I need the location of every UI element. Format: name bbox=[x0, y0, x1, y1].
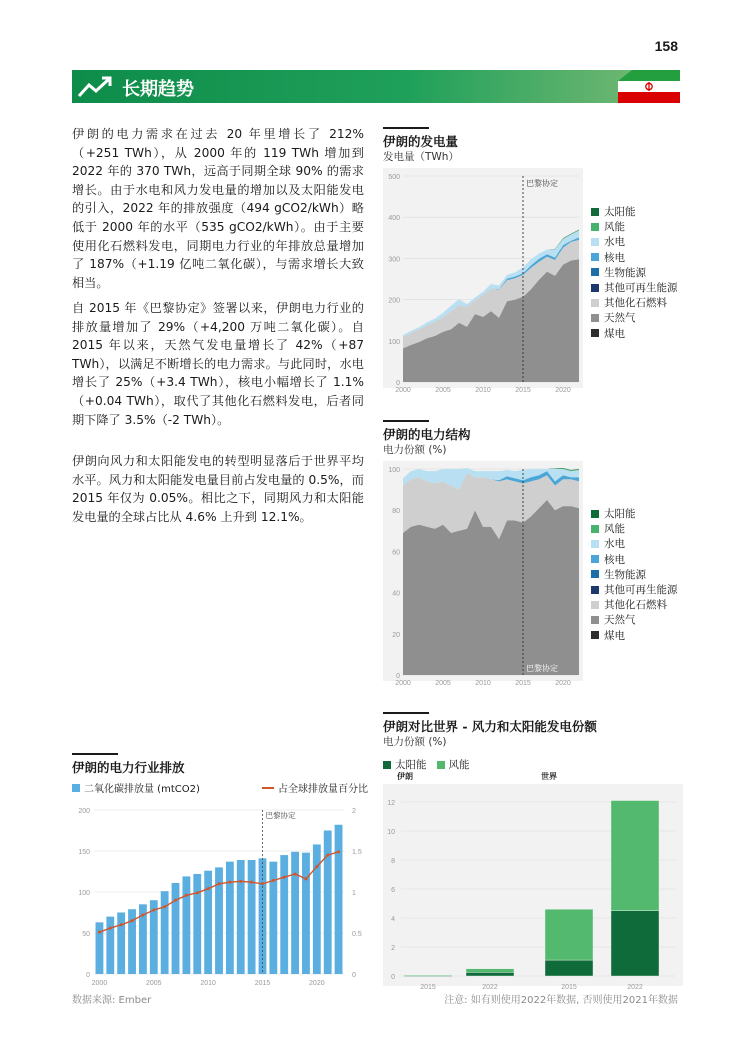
y-tick-label: 300 bbox=[388, 256, 400, 264]
legend-item bbox=[591, 295, 678, 310]
y-tick-label: 100 bbox=[388, 467, 400, 474]
share-point bbox=[261, 882, 264, 885]
legend-swatch bbox=[591, 510, 599, 518]
share-point bbox=[163, 905, 166, 908]
legend-swatch bbox=[591, 631, 599, 639]
x-tick-label: 2005 bbox=[435, 387, 451, 394]
legend-label: 太阳能 bbox=[604, 508, 636, 521]
emissions-bar bbox=[117, 913, 125, 975]
emissions-bar bbox=[193, 874, 201, 974]
legend-item bbox=[591, 521, 678, 536]
y-tick-label: 100 bbox=[388, 338, 400, 346]
share-point bbox=[315, 865, 318, 868]
emissions-bar bbox=[302, 853, 310, 974]
y-tick-label: 0 bbox=[396, 673, 400, 680]
bar-风能 bbox=[466, 969, 514, 973]
legend-swatch bbox=[591, 223, 599, 231]
share-point bbox=[218, 882, 221, 885]
x-tick-label: 2000 bbox=[395, 680, 411, 687]
emissions-chart-header bbox=[72, 753, 185, 776]
x-tick-label: 2010 bbox=[475, 387, 491, 394]
legend-item bbox=[591, 326, 678, 341]
legend-solar-label: 太阳能 bbox=[395, 759, 427, 771]
share-point bbox=[294, 872, 297, 875]
legend-item bbox=[591, 265, 678, 280]
y-tick-label-right: 1 bbox=[352, 890, 356, 897]
source-note: 数据来源: Ember bbox=[72, 995, 152, 1006]
bar-风能 bbox=[545, 909, 593, 960]
y-tick-label: 10 bbox=[387, 829, 395, 836]
emissions-line-key bbox=[262, 780, 368, 795]
paragraph-2-text: 自 2015 年《巴黎协定》签署以来，伊朗电力行业的排放量增加了 29%（+4,200 万吨二氧化碳）。自 2015 年以来，天然气发电量增长了 42%（+87 TWh），以满足不断增长的电力需求。与此同时，水电增长了 25%（+3.4 TWh），核电小幅增长了 1.1%（+0.04 TWh），取代了其他化石燃料发电，后者同期下降了 3.5%（-2 TWh）。 bbox=[72, 301, 364, 427]
legend-item bbox=[591, 280, 678, 295]
share-point bbox=[109, 927, 112, 930]
legend-label: 煤电 bbox=[604, 629, 625, 642]
x-tick-label: 2015 bbox=[515, 680, 531, 687]
legend-item bbox=[591, 628, 678, 643]
emissions-bar-key bbox=[72, 780, 200, 795]
legend-item bbox=[591, 552, 678, 567]
y-tick-label: 2 bbox=[391, 945, 395, 952]
emissions-bar bbox=[335, 825, 343, 974]
x-tick-label: 2015 bbox=[515, 387, 531, 394]
y-tick-label: 20 bbox=[392, 631, 400, 639]
generation-chart bbox=[383, 168, 583, 400]
page-number: 158 bbox=[654, 38, 678, 54]
x-tick-label: 2020 bbox=[555, 387, 571, 394]
emissions-bar bbox=[324, 831, 332, 975]
legend-item bbox=[591, 234, 678, 249]
share-point bbox=[185, 894, 188, 897]
share-point bbox=[207, 887, 210, 890]
bar-太阳能 bbox=[466, 972, 514, 976]
legend-item bbox=[591, 536, 678, 551]
x-tick-label: 2022 bbox=[627, 984, 643, 991]
emissions-bar bbox=[182, 876, 190, 974]
legend-swatch bbox=[591, 570, 599, 578]
legend-swatch bbox=[591, 616, 599, 624]
x-tick-label: 2020 bbox=[555, 680, 571, 687]
emissions-bar bbox=[248, 860, 256, 974]
chart-rule bbox=[383, 127, 429, 129]
y-tick-label: 40 bbox=[392, 590, 400, 598]
emissions-bar bbox=[269, 862, 277, 974]
wind-solar-chart-subtitle: 电力份额 (%) bbox=[383, 736, 447, 748]
x-tick-label: 2022 bbox=[482, 984, 498, 991]
legend-label: 煤电 bbox=[604, 327, 625, 340]
legend-label: 生物能源 bbox=[604, 266, 646, 279]
paragraph-3-text: 伊朗向风力和太阳能发电的转型明显落后于世界平均水平。风力和太阳能发电量目前占发电量的 0.5%，而 2015 年仅为 0.05%。相比之下，同期风力和太阳能发电量的全球占比从 4.6% 上升到 12.1%。 bbox=[72, 454, 364, 524]
legend-wind-label: 风能 bbox=[448, 759, 470, 771]
x-tick-label: 2000 bbox=[91, 980, 108, 987]
generation-legend bbox=[591, 204, 678, 341]
share-point bbox=[152, 909, 155, 912]
share-point bbox=[228, 881, 231, 884]
emissions-bar bbox=[237, 860, 245, 974]
y-tick-label-left: 100 bbox=[78, 890, 90, 897]
legend-item bbox=[591, 204, 678, 219]
wind-solar-chart bbox=[383, 770, 683, 992]
y-tick-label-left: 150 bbox=[78, 849, 90, 856]
panel-label-left: 伊朗 bbox=[397, 772, 413, 781]
legend-item bbox=[591, 612, 678, 627]
legend-item bbox=[591, 310, 678, 325]
share-point bbox=[131, 919, 134, 922]
y-tick-label-left: 0 bbox=[86, 972, 90, 979]
legend-label: 核电 bbox=[604, 553, 625, 566]
y-tick-label: 500 bbox=[388, 174, 400, 181]
x-tick-label: 2010 bbox=[200, 980, 216, 987]
legend-label: 天然气 bbox=[604, 312, 636, 325]
bar-太阳能 bbox=[545, 960, 593, 976]
x-tick-label: 2010 bbox=[475, 680, 491, 687]
chart-rule bbox=[383, 420, 429, 422]
y-tick-label-right: 0.5 bbox=[352, 931, 362, 938]
share-point bbox=[196, 891, 199, 894]
line-legend-label: 占全球排放量百分比 bbox=[278, 784, 368, 795]
generation-chart-subtitle: 发电量（TWh） bbox=[383, 151, 459, 163]
legend-label: 风能 bbox=[604, 523, 625, 536]
paragraph-1-text: 伊朗的电力需求在过去 20 年里增长了 212% （+251 TWh），从 2000 年的 119 TWh 增加到 2022 年的 370 TWh，远高于同期全球 90% 的需求增长。由于水电和风力发电量的增加以及太阳能发电的引入，2022 年的排放强度（494 gCO2/kWh）略低于 2000 年的水平（535 gCO2/kWh）。由于主要使用化石燃料发电，同期电力行业的年排放总量增加了 187%（+1.19 亿吨二氧化碳），与需求增长大致相当。 bbox=[72, 127, 364, 290]
generation-chart-title: 伊朗的发电量 bbox=[383, 134, 459, 149]
bar-太阳能 bbox=[611, 911, 659, 976]
share-point bbox=[120, 923, 123, 926]
y-tick-label: 0 bbox=[391, 974, 395, 981]
mix-chart-title: 伊朗的电力结构 bbox=[383, 427, 471, 442]
x-tick-label: 2000 bbox=[395, 387, 411, 394]
legend-swatch bbox=[591, 329, 599, 337]
paris-agreement-label: 巴黎协定 bbox=[526, 179, 558, 188]
emissions-bar bbox=[96, 922, 104, 974]
iran-flag-icon bbox=[618, 70, 680, 103]
y-tick-label: 400 bbox=[388, 215, 400, 223]
emissions-chart-title: 伊朗的电力行业排放 bbox=[72, 760, 185, 775]
x-tick-label: 2020 bbox=[309, 980, 325, 987]
legend-swatch bbox=[591, 525, 599, 533]
y-tick-label-right: 0 bbox=[352, 972, 356, 979]
emissions-bar bbox=[172, 883, 180, 974]
emissions-legend bbox=[72, 780, 368, 794]
mix-legend bbox=[591, 506, 678, 643]
emissions-bar bbox=[291, 852, 299, 974]
bar-legend-label: 二氧化碳排放量 (mtCO2) bbox=[84, 784, 200, 795]
mix-chart bbox=[383, 461, 583, 693]
y-tick-label: 80 bbox=[392, 508, 400, 516]
x-tick-label: 2005 bbox=[435, 680, 451, 687]
legend-item bbox=[591, 250, 678, 265]
legend-swatch bbox=[591, 555, 599, 563]
legend-swatch bbox=[591, 601, 599, 609]
y-tick-label: 6 bbox=[391, 887, 395, 894]
mix-chart-header bbox=[383, 420, 471, 457]
share-point bbox=[272, 879, 275, 882]
x-tick-label: 2015 bbox=[420, 984, 436, 991]
legend-swatch bbox=[591, 540, 599, 548]
share-point bbox=[98, 931, 101, 934]
y-tick-label: 0 bbox=[396, 380, 400, 387]
footnote: 注意: 如有则使用2022年数据, 否则使用2021年数据 bbox=[444, 995, 678, 1006]
share-point bbox=[250, 881, 253, 884]
chart-rule bbox=[383, 712, 429, 714]
legend-item bbox=[591, 506, 678, 521]
legend-swatch bbox=[591, 586, 599, 594]
y-tick-label: 60 bbox=[392, 549, 400, 557]
share-point bbox=[239, 880, 242, 883]
legend-swatch bbox=[591, 208, 599, 216]
legend-swatch bbox=[591, 299, 599, 307]
y-tick-label-right: 1.5 bbox=[352, 849, 362, 856]
legend-label: 生物能源 bbox=[604, 568, 646, 581]
emissions-bar bbox=[280, 855, 288, 974]
emissions-bar bbox=[204, 871, 212, 974]
x-tick-label: 2015 bbox=[254, 980, 271, 987]
x-tick-label: 2005 bbox=[145, 980, 162, 987]
section-header bbox=[72, 70, 680, 103]
wind-solar-chart-header bbox=[383, 712, 597, 749]
y-tick-label-left: 50 bbox=[82, 931, 90, 938]
wind-swatch bbox=[437, 761, 445, 769]
legend-label: 天然气 bbox=[604, 614, 636, 627]
share-point bbox=[174, 899, 177, 902]
paragraph-3 bbox=[72, 452, 364, 526]
mix-chart-subtitle: 电力份额 (%) bbox=[383, 444, 447, 456]
section-title: 长期趋势 bbox=[122, 79, 194, 100]
bar-swatch bbox=[72, 784, 80, 792]
legend-item bbox=[591, 567, 678, 582]
legend-item bbox=[591, 582, 678, 597]
share-point bbox=[337, 850, 340, 853]
y-tick-label-left: 200 bbox=[78, 808, 90, 815]
legend-label: 水电 bbox=[604, 236, 625, 249]
legend-item bbox=[591, 597, 678, 612]
paragraph-2 bbox=[72, 299, 364, 429]
legend-label: 其他化石燃料 bbox=[604, 599, 667, 612]
wind-solar-chart-title: 伊朗对比世界 - 风力和太阳能发电份额 bbox=[383, 719, 597, 734]
y-tick-label: 4 bbox=[391, 916, 395, 923]
legend-label: 其他可再生能源 bbox=[604, 282, 678, 295]
y-tick-label: 8 bbox=[391, 858, 395, 865]
panel-label-right: 世界 bbox=[541, 772, 557, 781]
legend-swatch bbox=[591, 284, 599, 292]
x-tick-label: 2015 bbox=[561, 984, 577, 991]
paris-agreement-label: 巴黎协定 bbox=[526, 664, 558, 673]
emissions-chart bbox=[72, 798, 372, 990]
bar-风能 bbox=[611, 801, 659, 911]
generation-chart-header bbox=[383, 127, 459, 164]
legend-swatch bbox=[591, 238, 599, 246]
solar-swatch bbox=[383, 761, 391, 769]
paragraph-1 bbox=[72, 125, 364, 292]
legend-label: 其他化石燃料 bbox=[604, 297, 667, 310]
legend-label: 水电 bbox=[604, 538, 625, 551]
emissions-bar bbox=[161, 891, 169, 974]
legend-label: 太阳能 bbox=[604, 206, 636, 219]
chart-rule bbox=[72, 753, 118, 755]
legend-swatch bbox=[591, 314, 599, 322]
share-point bbox=[283, 876, 286, 879]
share-point bbox=[326, 854, 329, 857]
legend-label: 核电 bbox=[604, 251, 625, 264]
y-tick-label: 200 bbox=[388, 297, 400, 305]
legend-label: 其他可再生能源 bbox=[604, 584, 678, 597]
bar-风能 bbox=[404, 975, 452, 976]
y-tick-label-right: 2 bbox=[352, 808, 356, 815]
legend-label: 风能 bbox=[604, 221, 625, 234]
share-point bbox=[304, 877, 307, 880]
emissions-bar bbox=[226, 862, 234, 974]
legend-item bbox=[591, 219, 678, 234]
line-swatch bbox=[262, 787, 274, 789]
legend-swatch bbox=[591, 253, 599, 261]
paris-agreement-label: 巴黎协定 bbox=[265, 811, 296, 820]
share-point bbox=[141, 913, 144, 916]
emissions-bar bbox=[106, 917, 114, 974]
y-tick-label: 12 bbox=[387, 800, 395, 807]
legend-swatch bbox=[591, 268, 599, 276]
trend-up-icon bbox=[76, 73, 116, 100]
